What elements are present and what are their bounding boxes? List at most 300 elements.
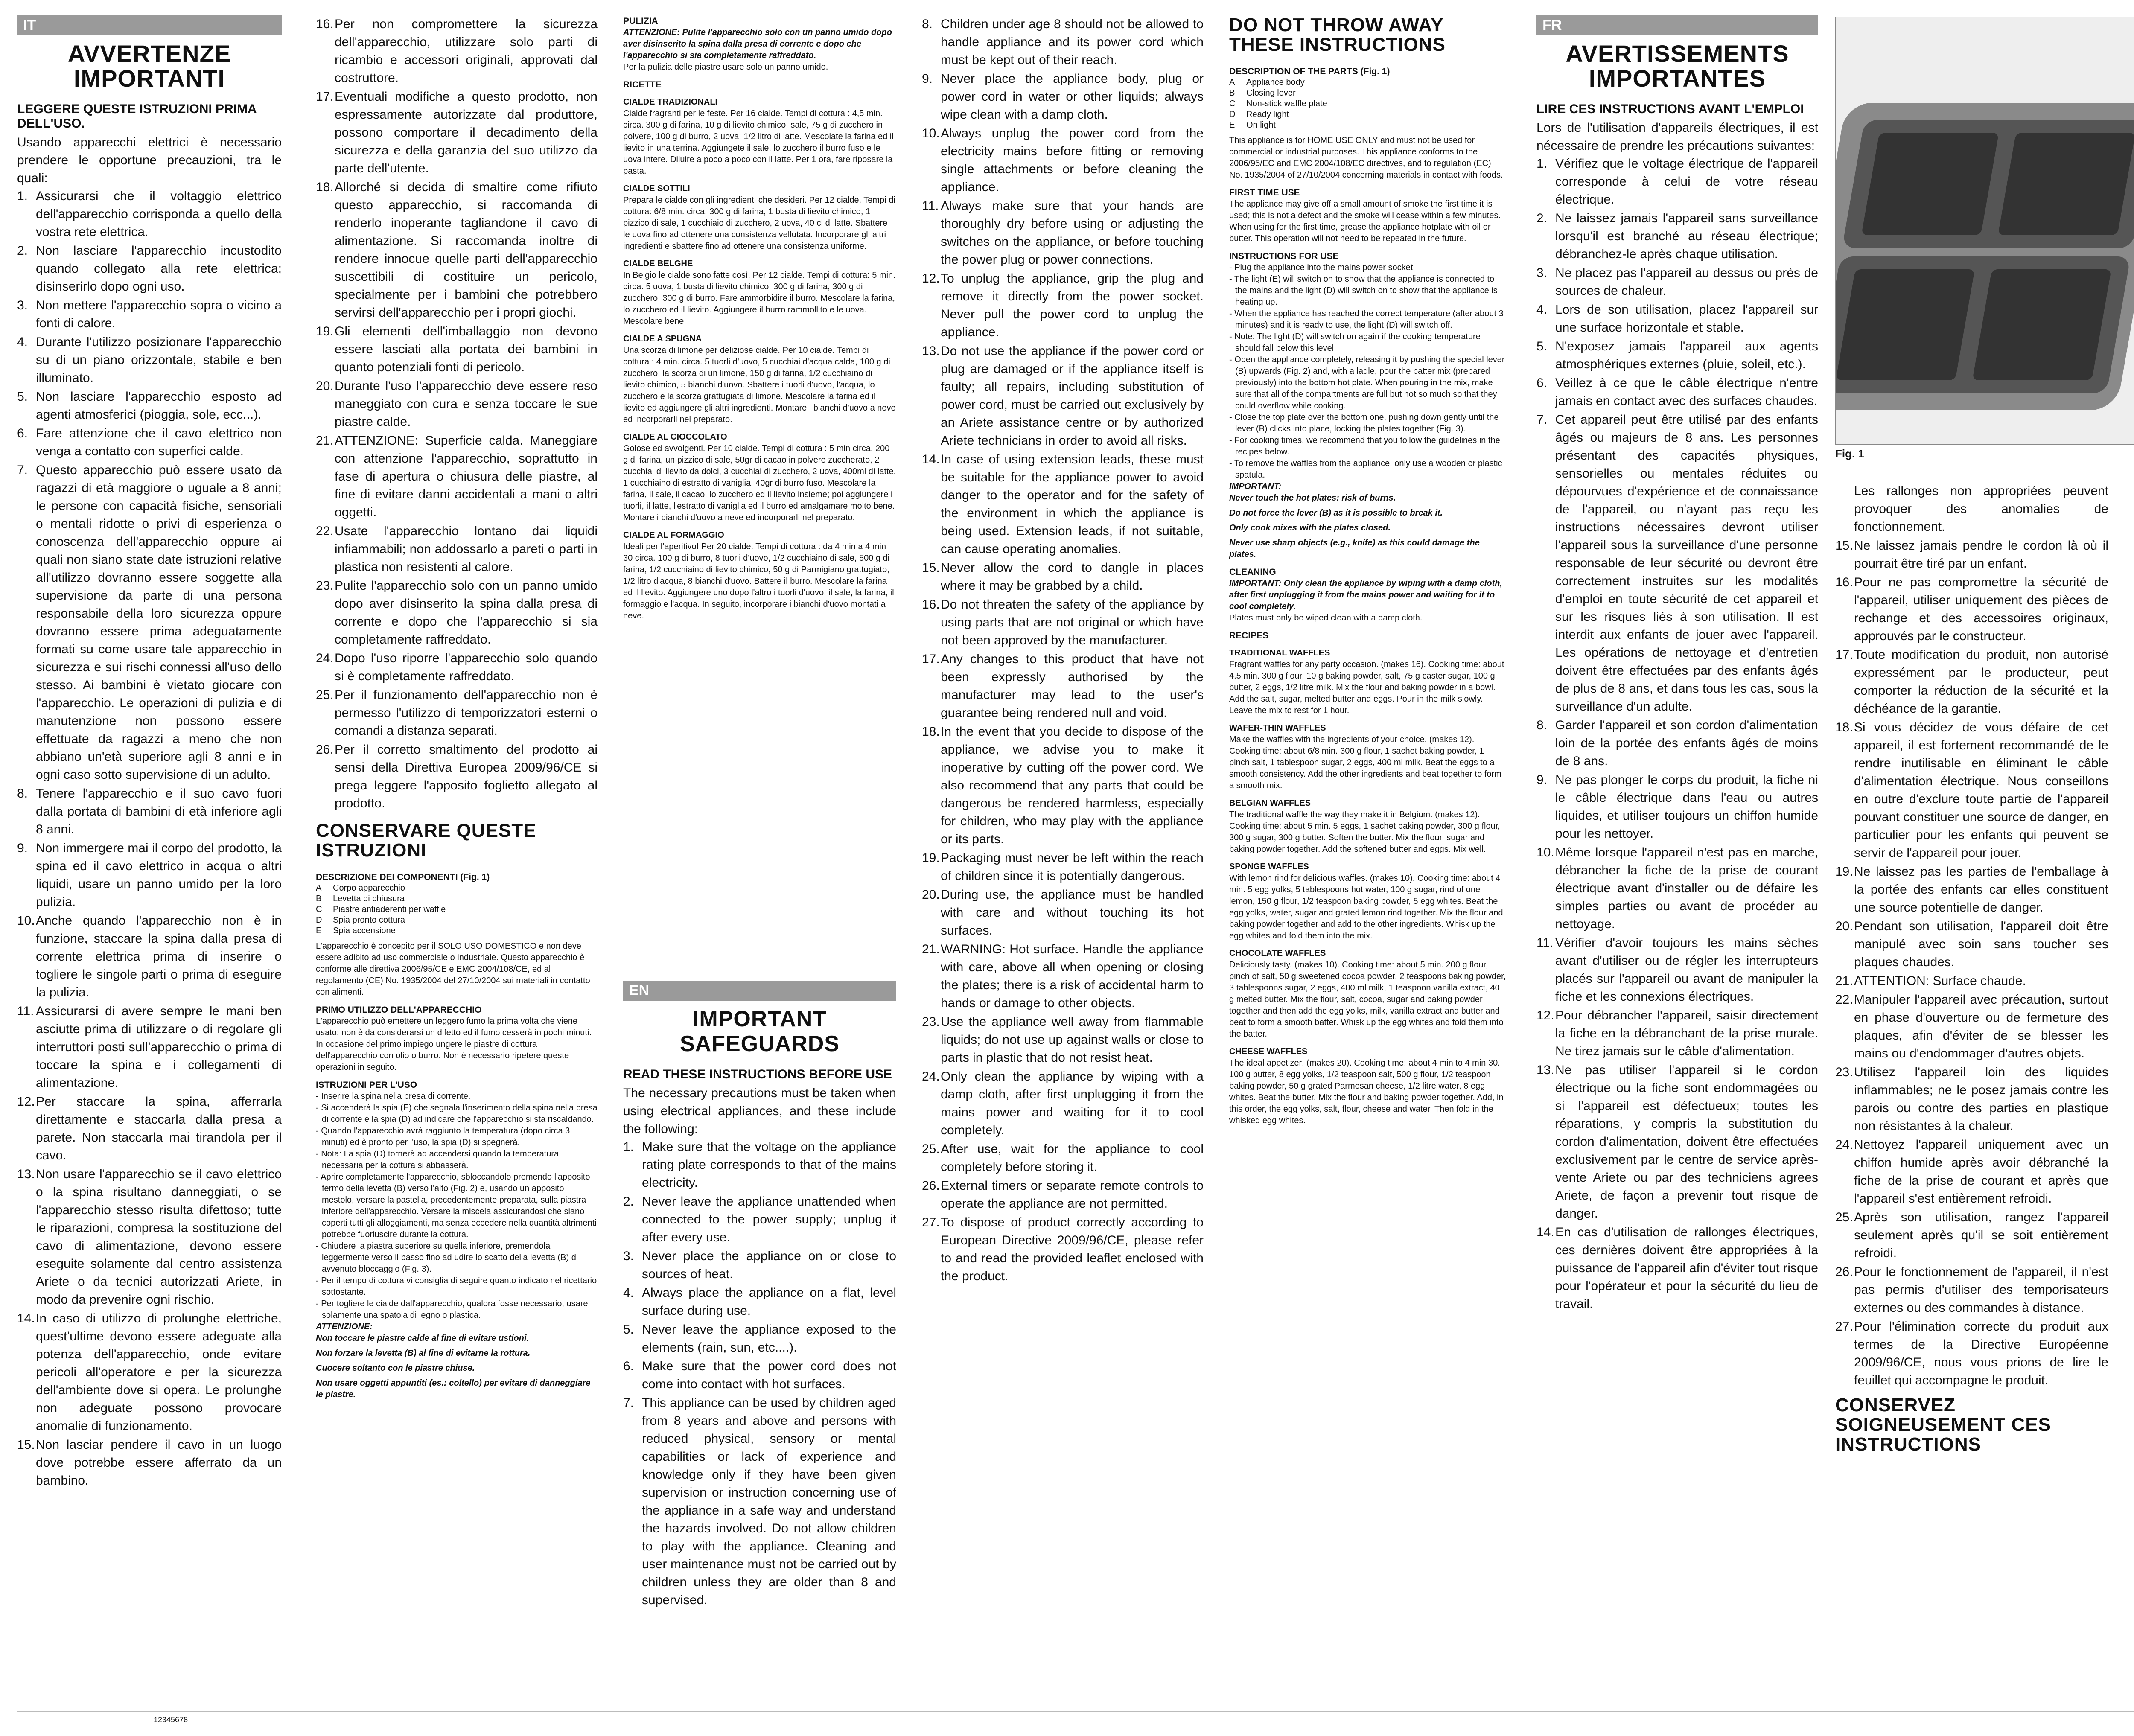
part-name: Closing lever [1246, 88, 1296, 98]
item-text: In the event that you decide to dispose of the appliance, we advise you to make it inoperative by cutting off the power cord. We also recommend that any parts that could be dangerous be rendered harmless, especially for children, who may play with the appliance or its parts. [941, 725, 1204, 846]
list-item [623, 1394, 896, 1609]
item-text: Garder l'appareil et son cordon d'alimentation loin de la portée des enfants âgés de moins de 8 ans. [1555, 718, 1818, 768]
it-warning-1: Non toccare le piastre calde al fine di evitare ustioni. [316, 1334, 529, 1343]
item-text: Fare attenzione che il cavo elettrico non venga a contatto con superfici calde. [36, 426, 282, 458]
item-text: Pour ne pas compromettre la sécurité de l'appareil, utiliser uniquement des pièces de rechange et des accessoires originaux, approuvés par le constructeur. [1854, 575, 2108, 643]
part-name: Spia accensione [333, 926, 396, 935]
it-safety-list [17, 187, 282, 1490]
item-number: 18. [316, 180, 334, 194]
item-number: 24. [1835, 1138, 1853, 1152]
item-number: 21. [922, 942, 940, 956]
it-warning-2: Non forzare la levetta (B) al fine di evitarne la rottura. [316, 1349, 531, 1358]
list-item [922, 1140, 1204, 1176]
item-number: 20. [922, 888, 940, 902]
part-letter: C [316, 905, 322, 914]
recipe-text: In Belgio le cialde sono fatte così. Per 12 cialde. Tempi di cottura: 5 min. circa. 5 uova, 1 busta di lievito chimico, 300 g di farina, 300 g di zucchero, 300 g di burro. Fare ammorbidire il burro. Mescolare la farina, lo zucchero ed il lievito. Aggiungere il burro rammollito e le uova. Mescolare bene. [623, 271, 895, 326]
item-text: ATTENTION: Surface chaude. [1854, 974, 2026, 988]
item-text: Non lasciar pendere il cavo in un luogo dove potrebbe essere afferrato da un bambino. [36, 1438, 282, 1488]
item-text: In case of using extension leads, these must be suitable for the appliance power to avoid danger to the operator and for the safety of the environment in which the appliance is being used. Extension leads, if not suitable, can cause operating anomalies. [941, 452, 1204, 556]
item-text: Never place the appliance on or close to sources of heat. [642, 1249, 896, 1281]
list-item [1835, 1263, 2108, 1317]
waffle-maker-illustration [1836, 17, 2134, 444]
item-text: Any changes to this product that have not been expressly authorised by the manufacturer may lead to the user's guarantee being rendered null and void. [941, 652, 1204, 720]
bullet-item: - Plug the appliance into the mains power socket. [1229, 263, 1415, 272]
item-number: 7. [1536, 413, 1548, 427]
part-name: On light [1246, 120, 1276, 130]
item-text: Non lasciare l'apparecchio esposto ad agenti atmosferici (pioggia, sole, ecc...). [36, 390, 282, 422]
item-number: 8. [1536, 718, 1548, 732]
list-item [1536, 771, 1818, 843]
it-warning-4: Non usare oggetti appuntiti (es.: coltello) per evitare di danneggiare le piastre. [316, 1378, 591, 1399]
item-text: Always place the appliance on a flat, level surface during use. [642, 1286, 896, 1318]
it-domestic-note: L'apparecchio è concepito per il SOLO USO DOMESTICO e non deve essere adibito ad uso commerciale o industriale. Questo apparecchio è conforme alle direttiva 2006/95/CE e EMC 2004/108/CE, ed al regolamento (CE) No. 1935/2004 del 27/10/2004 sui materiali in contatto con alimenti. [316, 941, 590, 997]
item-text: Même lorsque l'appareil n'est pas en marche, débrancher la fiche de la prise de courant électrique avant d'installer ou de défaire les simples parties ou avant de procéder au nettoyage. [1555, 845, 1818, 931]
it-safety-list-2 [316, 15, 598, 813]
bullet-item: - When the appliance has reached the correct temperature (after about 3 minutes) and it is ready to use, the light (D) will switch off. [1229, 309, 1504, 330]
item-number: 18. [922, 725, 940, 739]
item-number: 19. [316, 324, 334, 338]
item-number: 14. [922, 452, 940, 466]
item-number: 3. [17, 298, 28, 312]
item-number: 23. [316, 579, 334, 593]
item-text: Manipuler l'appareil avec précaution, surtout en phase d'ouverture ou de fermeture des plaques, afin d'éviter de se blesser les mains ou d'endommager d'autres objets. [1854, 993, 2108, 1060]
list-item [922, 650, 1204, 722]
item-text: Per il funzionamento dell'apparecchio non è permesso l'utilizzo di temporizzatori esterni o comandi a distanza separati. [335, 688, 598, 738]
item-number: 20. [1835, 919, 1853, 933]
item-number: 5. [1536, 339, 1548, 353]
list-item [316, 432, 598, 521]
item-text: Les rallonges non appropriées peuvent provoquer des anomalies de fonctionnement. [1854, 484, 2108, 534]
item-text: Never place the appliance body, plug or power cord in water or other liquids; always wipe clean with a damp cloth. [941, 72, 1204, 122]
recipe-title: CHEESE WAFFLES [1229, 1047, 1308, 1056]
item-number: 12. [17, 1095, 35, 1109]
item-text: Pulite l'apparecchio solo con un panno umido dopo aver disinserito la spina dalla presa di corrente e dopo che l'apparecchio si sia completamente raffreddato. [335, 579, 598, 647]
part-letter: C [1229, 99, 1236, 108]
item-number: 5. [17, 390, 28, 404]
recipe-text: Make the waffles with the ingredients of your choice. (makes 12). Cooking time: about 6/8 min. 300 g flour, 1 sachet baking powder, 1 pinch salt, 1 tablespoon sugar, 2 eggs, 400 ml milk. Beat the eggs to a smooth consistency. Add the other ingredients and beat together to form a smooth mix. [1229, 735, 1501, 790]
item-text: Non lasciare l'apparecchio incustodito quando collegato alla rete elettrica; disinserirlo dopo ogni uso. [36, 244, 282, 294]
item-number: 3. [1536, 266, 1548, 280]
list-item [922, 451, 1204, 558]
en-recipes-list [1229, 647, 1507, 1127]
language-tag-en: EN [623, 981, 896, 1001]
item-text: Nettoyez l'appareil uniquement avec un chiffon humide après avoir débranché la fiche de la prise de courant et après que l'appareil s'est entièrement refroidi. [1854, 1138, 2108, 1206]
item-number: 2. [1536, 211, 1548, 225]
list-item [623, 1247, 896, 1283]
item-text: Eventuali modifiche a questo prodotto, non espressamente autorizzate dal produttore, possono comportare il decadimento della sicurezza e della garanzia del suo utilizzo da parte dell'utente. [335, 90, 598, 175]
item-text: Non usare l'apparecchio se il cavo elettrico o la spina risultano danneggiati, o se l'apparecchio stesso risulta difettoso; tutte le riparazioni, compresa la sostituzione del cavo di alimentazione, devono essere eseguite solamente dal centro assistenza Ariete o da tecnici autorizzati Ariete, in modo da prevenire ogni rischio. [36, 1167, 282, 1307]
en-parts-heading: DESCRIPTION OF THE PARTS (Fig. 1) [1229, 67, 1390, 76]
item-text: Vérifiez que le voltage électrique de l'appareil corresponde à celui de votre réseau électrique. [1555, 157, 1818, 207]
list-item [1835, 1136, 2108, 1208]
en-warning-2: Do not force the lever (B) as it is possible to break it. [1229, 508, 1443, 518]
list-item [17, 912, 282, 1002]
item-text: En cas d'utilisation de rallonges électriques, ces dernières doivent être appropriées à la puissance de l'appareil afin d'éviter tout risque pour l'opérateur et pour la sécurité du lieu de travail. [1555, 1225, 1818, 1311]
list-item [17, 425, 282, 460]
item-number: 26. [316, 743, 334, 757]
fr-keep-title: CONSERVEZ SOIGNEUSEMENT CES INSTRUCTIONS [1835, 1395, 2051, 1455]
item-number: 24. [316, 651, 334, 665]
item-number: 11. [922, 199, 939, 213]
list-item [1835, 719, 2108, 862]
item-number: 15. [1835, 539, 1853, 553]
list-item [1536, 338, 1818, 373]
item-text: ATTENZIONE: Superficie calda. Maneggiare con attenzione l'apparecchio, soprattutto in fase di apertura o chiusura delle piastre, al fine di evitare danni accidentali a mani o altri oggetti. [335, 434, 598, 519]
it-first-use-heading: PRIMO UTILIZZO DELL'APPARECCHIO [316, 1005, 482, 1015]
en-first-text: The appliance may give off a small amount of smoke the first time it is used; this is not a defect and the smoke will cease within a few minutes. When using for the first time, grease the appliance hotplate with oil or butter. This operation will not need to be repeated in the future. [1229, 199, 1501, 243]
item-text: Vérifier d'avoir toujours les mains sèches avant d'utiliser ou de régler les interrupteurs placés sur l'appareil ou avant de manipuler la fiche et les connexions électriques. [1555, 936, 1818, 1004]
column-fr-2 [1835, 482, 2108, 1698]
item-text: Never leave the appliance exposed to the elements (rain, sun, etc....). [642, 1322, 896, 1354]
item-number: 11. [17, 1004, 34, 1018]
item-text: Make sure that the voltage on the appliance rating plate corresponds to that of the mains electricity. [642, 1140, 896, 1190]
list-item [316, 741, 598, 813]
recipe-title: CIALDE BELGHE [623, 259, 693, 268]
item-text: Per staccare la spina, afferrarla direttamente e staccarla dalla presa a parete. Non staccarla mai tirandola per il cavo. [36, 1095, 282, 1162]
list-item [17, 1093, 282, 1165]
item-number: 3. [623, 1249, 634, 1263]
it-first-use-text: L'apparecchio può emettere un leggero fumo la prima volta che viene usato: non è da considerarsi un difetto ed il fumo cesserà in pochi minuti. In occasione del primo impiego ungere le piastre di cottura dell'apparecchio con olio o burro. Non è necessario ripetere queste operazioni in seguito. [316, 1017, 592, 1072]
recipe-title: CIALDE A SPUGNA [623, 334, 702, 344]
bullet-item: - Inserire la spina nella presa di corrente. [316, 1092, 471, 1101]
list-item [316, 323, 598, 376]
part-letter: A [1229, 78, 1235, 87]
recipe-text: Prepara le cialde con gli ingredienti che desideri. Per 12 cialde. Tempi di cottura: 6/8 min. circa. 300 g di farina, 1 busta di lievito chimico, 1 pizzico di sale, 1 cucchiaio di zucchero, 2 uova, 40 cl di latte. Sbattere le uova fino ad ottenere una consistenza vellutata. Incorporare gli altri ingredienti e sbattere fino ad ottenere una consistenza uniforme. [623, 195, 895, 251]
bullet-item: - For cooking times, we recommend that you follow the guidelines in the recipes below. [1229, 436, 1500, 457]
item-text: Anche quando l'apparecchio non è in funzione, staccare la spina dalla presa di corrente elettrica prima di inserire o togliere le singole parti o prima di eseguire la pulizia. [36, 914, 282, 999]
item-text: During use, the appliance must be handled with care and without touching its hot surfaces. [941, 888, 1204, 938]
item-text: Utilisez l'appareil loin des liquides inflammables; ne le posez jamais contre les parois ou contre des parties en plastique non résistantes à la chaleur. [1854, 1065, 2108, 1133]
item-text: Always make sure that your hands are thoroughly dry before using or adjusting the switches on the appliance, or before touching the power plug or power connections. [941, 199, 1204, 267]
item-number: 12. [1536, 1008, 1554, 1022]
fr-safety-list [1536, 155, 1818, 1313]
recipe-title: CHOCOLATE WAFFLES [1229, 949, 1326, 958]
list-item [17, 187, 282, 241]
part-letter: E [316, 926, 322, 935]
item-text: Gli elementi dell'imballaggio non devono essere lasciati alla portata dei bambini in quanto potenziali fonti di pericolo. [335, 324, 598, 374]
en-clean-note: Plates must only be wiped clean with a damp cloth. [1229, 613, 1423, 623]
en-keep-title: DO NOT THROW AWAY THESE INSTRUCTIONS [1229, 15, 1446, 55]
list-item [623, 1193, 896, 1247]
list-item [1835, 574, 2108, 645]
it-intro: Usando apparecchi elettrici è necessario prendere le opportune precauzioni, tra le quali: [17, 135, 282, 185]
en-read-heading: READ THESE INSTRUCTIONS BEFORE USE [623, 1067, 892, 1081]
en-clean-heading: CLEANING [1229, 567, 1276, 577]
list-item [1835, 1209, 2108, 1262]
recipe-title: SPONGE WAFFLES [1229, 862, 1309, 871]
recipe-title: BELGIAN WAFFLES [1229, 798, 1311, 808]
list-item [922, 125, 1204, 196]
en-safety-list-a [623, 1138, 896, 1609]
recipe-text: Deliciously tasty. (makes 10). Cooking time: about 5 min. 200 g flour, pinch of salt, 50 g sweetened cocoa powder, 2 teaspoons baking powder, 3 tablespoons sugar, 2 eggs, 400 ml milk, 1 teaspoon vanilla extract, 40 g melted butter. Mix the flour, salt, cocoa, sugar and baking powder together and then add the egg yolks, milk, vanilla extract and butter and beat to form a smooth batter. Whisk up the egg whites and fold them into the batter. [1229, 960, 1506, 1039]
list-item [1835, 972, 2108, 990]
item-number: 6. [623, 1359, 634, 1373]
item-text: To unplug the appliance, grip the plug and remove it directly from the power socket. Never pull the power cord to unplug the appliance. [941, 271, 1204, 339]
en-technical-section [1229, 66, 1507, 1127]
list-item [1835, 1063, 2108, 1135]
it-recipes-heading: RICETTE [623, 80, 662, 90]
it-use-heading: ISTRUZIONI PER L'USO [316, 1080, 417, 1090]
bullet-item: - Open the appliance completely, releasing it by pushing the special lever (B) upwards (Fig. 2) and, with a ladle, pour the batter mix (prepared previously) into the bottom hot plate. When pouring in the mix, make sure that all of the compartments are full but not so much so that they could overflow while cooking. [1229, 355, 1505, 411]
item-text: Pendant son utilisation, l'appareil doit être manipulé avec soin sans toucher ses plaques chaudes. [1854, 919, 2108, 969]
it-attention-label: ATTENZIONE: [316, 1322, 373, 1331]
item-number: 13. [922, 344, 940, 358]
bullet-item: - Per il tempo di cottura vi consiglia di seguire quanto indicato nel ricettario sottostante. [316, 1276, 597, 1297]
list-item [623, 1321, 896, 1357]
en-important-label: IMPORTANT: [1229, 482, 1282, 491]
it-technical-section [316, 871, 598, 1401]
item-number: 26. [1835, 1265, 1853, 1279]
item-number: 2. [17, 244, 28, 258]
item-number: 27. [922, 1215, 940, 1229]
item-text: Do not threaten the safety of the appliance by using parts that are not original or which have not been approved by the manufacturer. [941, 597, 1204, 647]
item-text: Ne pas plonger le corps du produit, la fiche ni le câble électrique dans l'eau ou autres liquides, et utiliser toujours un chiffon humide pour les nettoyer. [1555, 773, 1818, 841]
item-number: 19. [922, 851, 940, 865]
list-item [1536, 1223, 1818, 1313]
list-item [17, 1436, 282, 1490]
list-item [922, 342, 1204, 450]
item-number: 15. [922, 561, 940, 575]
list-item [316, 377, 598, 431]
recipe-text: Fragrant waffles for any party occasion. (makes 16). Cooking time: about 4.5 min. 300 g flour, 10 g baking powder, salt, 75 g caster sugar, 100 g butter, 2 eggs, 1/2 litre milk. Mix the flour and baking powder in a bowl. Add the salt, sugar, melted butter and eggs. Pour in the milk slowly. Leave the mix to rest for 1 hour. [1229, 660, 1504, 715]
bullet-item: - Note: The light (D) will switch on again if the cooking temperature should fall below this level. [1229, 332, 1481, 353]
part-letter: A [316, 883, 322, 893]
en-warning-1: Never touch the hot plates: risk of burns. [1229, 493, 1396, 503]
item-text: Pour l'élimination correcte du produit aux termes de la Directive Européenne 2009/96/CE, nous vous prions de lire le feuillet qui accompagne le produit. [1854, 1319, 2108, 1387]
bullet-item: - To remove the waffles from the appliance, only use a wooden or plastic spatula. [1229, 459, 1502, 480]
it-warning-3: Cuocere soltanto con le piastre chiuse. [316, 1363, 475, 1373]
bullet-item: - Quando l'apparecchio avrà raggiunto la temperatura (dopo circa 3 minuti) ed è pronto per l'uso, la spia (D) si spegnerà. [316, 1126, 570, 1147]
fr-title: AVERTISSEMENTS IMPORTANTES [1566, 40, 1789, 92]
recipe-text: Golose ed avvolgenti. Per 10 cialde. Tempi di cottura : 5 min circa. 200 g di farina, un pizzico di sale, 50gr di cacao in polvere zuccherato, 2 cucchiai di lievito da dolci, 3 cucchiai di zucchero, 2 uova, 400ml di latte, 1 cucchiaino di estratto di vaniglia, 40gr di burro fuso. Mescolare la farina, il sale, il cacao, lo zucchero ed il lievito insieme; poi aggiungere i tuorli, il latte, l'estratto di vaniglia ed il burro ed amalgamare molto bene. Montare i bianchi d'uovo a neve ed incorporarli nel preparato. [623, 444, 896, 522]
list-item [922, 596, 1204, 650]
part-letter: B [1229, 88, 1235, 98]
list-item [1835, 863, 2108, 917]
it-recipes-list [623, 96, 896, 622]
item-number: 25. [922, 1142, 940, 1156]
item-text: Make sure that the power cord does not come into contact with hot surfaces. [642, 1359, 896, 1391]
list-item [17, 333, 282, 387]
item-number: 22. [316, 524, 334, 538]
item-text: Children under age 8 should not be allowed to handle appliance and its power cord which must be kept out of their reach. [941, 17, 1204, 67]
it-clean-heading: PULIZIA [623, 16, 658, 26]
item-number: 8. [922, 17, 933, 31]
item-text: Never allow the cord to dangle in places where it may be grabbed by a child. [941, 561, 1204, 593]
recipe-text: Cialde fragranti per le feste. Per 16 cialde. Tempi di cottura : 4,5 min. circa. 300 g di farina, 10 g di lievito chimico, sale, 75 g di zucchero in polvere, 100 g di burro, 2 uova, 1/2 litro di latte. Mescolate la farina ed il lievito in una terrina. Aggiungete il sale, lo zucchero il burro fuso e le uova intere. Diluire a poco a poco con il latte. Per 1 ora, fare riposare la pasta. [623, 109, 894, 176]
item-number: 16. [1835, 575, 1853, 589]
item-number: 21. [1835, 974, 1853, 988]
bullet-item: - Per togliere le cialde dall'apparecchio, qualora fosse necessario, usare solamente una spatola di legno o plastica. [316, 1299, 588, 1320]
item-text: External timers or separate remote controls to operate the appliance are not permitted. [941, 1179, 1204, 1211]
it-read-heading: LEGGERE QUESTE ISTRUZIONI PRIMA DELL'USO. [17, 102, 257, 131]
item-number: 24. [922, 1069, 940, 1084]
part-letter: B [316, 894, 322, 903]
list-item [623, 1138, 896, 1192]
item-number: 25. [1835, 1210, 1853, 1224]
list-item [623, 1284, 896, 1320]
column-it-recipes [623, 15, 896, 1692]
item-text: To dispose of product correctly according to European Directive 2009/96/CE, please refer to and read the provided leaflet enclosed with the product. [941, 1215, 1204, 1283]
item-text: Usate l'apparecchio lontano dai liquidi infiammabili; non addossarlo a pareti o parti in plastica non resistenti al calore. [335, 524, 598, 574]
list-item [1536, 374, 1818, 410]
item-text: Pour débrancher l'appareil, saisir directement la fiche en la débranchant de la prise murale. Ne tirez jamais sur le câble d'alimentation. [1555, 1008, 1818, 1058]
list-item [17, 461, 282, 784]
item-number: 15. [17, 1438, 35, 1452]
column-en-2 [922, 15, 1204, 1692]
part-name: Corpo apparecchio [333, 883, 405, 893]
item-number: 6. [17, 426, 28, 440]
recipe-text: With lemon rind for delicious waffles. (makes 10). Cooking time: about 4 min. 5 egg yolks, 5 tablespoons hot water, 100 g sugar, rind of one lemon, 150 g flour, 1/2 teaspoon baking powder, 5 egg whites. Beat the egg yolks, water, sugar and grated lemon rind together. Mix the flour and baking powder together and add to the other ingredients. Whisk up the egg whites and fold them into the mix. [1229, 874, 1503, 941]
list-item [17, 297, 282, 332]
item-number: 13. [17, 1167, 35, 1181]
recipe-title: TRADITIONAL WAFFLES [1229, 648, 1330, 658]
en-warning-3: Only cook mixes with the plates closed. [1229, 523, 1391, 533]
part-name: Non-stick waffle plate [1246, 99, 1327, 108]
item-text: WARNING: Hot surface. Handle the appliance with care, above all when opening or closing the plates; there is a risk of accidental harm to hands or damage to other objects. [941, 942, 1204, 1010]
en-section-start [623, 981, 896, 1610]
list-item [1536, 1061, 1818, 1223]
item-text: Si vous décidez de vous défaire de cet appareil, il est fortement recommandé de le rendre inutilisable en éliminant le câble d'alimentation électrique. Nous conseillons en outre d'exclure toute partie de l'appareil pouvant constituer une source de danger, en particulier pour les enfants qui peuvent se servir de l'appareil pour jouer. [1854, 720, 2108, 860]
list-item [922, 270, 1204, 341]
list-item [1835, 918, 2108, 971]
list-item [1536, 210, 1818, 263]
bullet-item: - Chiudere la piastra superiore su quella inferiore, premendola leggermente verso il basso fino ad udire lo scatto della levetta (B) di avvenuto bloccaggio (Fig. 3). [316, 1241, 578, 1274]
list-item [316, 178, 598, 322]
en-intro: The necessary precautions must be taken when using electrical appliances, and these include the following: [623, 1086, 896, 1136]
item-text: After use, wait for the appliance to cool completely before storing it. [941, 1142, 1204, 1174]
list-item [1536, 1007, 1818, 1060]
item-number: 4. [1536, 303, 1548, 317]
item-number: 10. [1536, 845, 1554, 859]
item-text: N'exposez jamais l'appareil aux agents atmosphériques externes (pluie, soleil, etc.). [1555, 339, 1818, 371]
item-text: Cet appareil peut être utilisé par des enfants âgés ou majeurs de 8 ans. Les personnes présentant des capacités physiques, sensorielles ou mentales réduites ou dépourvues d'expérience et de connaissance de l'appareil, ou n'ayant pas reçu les instructions nécessaires devront utiliser l'appareil sous la surveillance d'une personne responsable de leur sécurité ou devront être correctement instruites sur les modalités d'emploi en toute sécurité de cet appareil et sur les risques liés à son utilisation. Il est interdit aux enfants de jouer avec l'appareil. Les opérations de nettoyage et d'entretien doivent être effectuées par des enfants âgés de plus de 8 ans, et dans tous les cas, sous la surveillance d'un adulte. [1555, 413, 1818, 714]
item-number: 20. [316, 379, 334, 393]
item-number: 27. [1835, 1319, 1853, 1334]
fr-safety-list-2 [1835, 482, 2108, 1389]
item-number: 4. [17, 335, 28, 349]
column-fr-1 [1536, 15, 1818, 1692]
list-item [1835, 537, 2108, 573]
it-use-list [316, 1091, 598, 1321]
en-domestic-note: This appliance is for HOME USE ONLY and must not be used for commercial or industrial purposes. This appliance conforms to the 2006/95/EC and EMC 2004/108/EC directives, and to regulation (EC) No. 1935/2004 of 27/10/2004 concerning materials in contact with foods. [1229, 136, 1503, 180]
list-item [316, 577, 598, 649]
item-text: Durante l'utilizzo posizionare l'apparecchio su di un piano orizzontale, stabile e ben illuminato. [36, 335, 282, 385]
bullet-item: - Aprire completamente l'apparecchio, sbloccandolo premendo l'apposito fermo della levetta (B) verso l'alto (Fig. 2) e, usando un apposito mestolo, versare la pastella, precedentemente preparata, sulla piastra inferiore dell'apparecchio. Versare la miscela assicurandosi che siano coperti tutti gli alloggiamenti, ma senza eccedere nella quantità altrimenti potrebbe fuoriuscire durante la cottura. [316, 1172, 597, 1239]
list-item [922, 941, 1204, 1012]
part-letter: D [316, 915, 322, 925]
item-text: Allorché si decida di smaltire come rifiuto questo apparecchio, si raccomanda di renderlo inoperante tagliandone il cavo di alimentazione. Si raccomanda inoltre di rendere innocue quelle parti dell'apparecchio suscettibili di costituire un pericolo, specialmente per i bambini che potrebbero servirsi dell'apparecchio per i propri giochi. [335, 180, 598, 320]
item-text: Durante l'uso l'apparecchio deve essere reso maneggiato con cura e senza toccare le sue piastre calde. [335, 379, 598, 429]
list-item [1835, 646, 2108, 718]
column-it-1 [17, 15, 282, 1692]
item-number: 8. [17, 786, 28, 801]
list-item [922, 70, 1204, 124]
item-text: Assicurarsi che il voltaggio elettrico dell'apparecchio corrisponda a quello della vostra rete elettrica. [36, 189, 282, 239]
recipe-text: The traditional waffle the way they make it in Belgium. (makes 12). Cooking time: about 5 min. 5 eggs, 1 sachet baking powder, 300 g flour, 300 g sugar, 300 g butter. Soften the butter. Mix the flour, sugar and baking powder together. Add the softened butter and eggs. Mix well. [1229, 810, 1500, 854]
item-number: 18. [1835, 720, 1853, 734]
list-item [1835, 1318, 2108, 1389]
en-title: IMPORTANT SAFEGUARDS [679, 1007, 840, 1056]
item-number: 9. [922, 72, 933, 86]
list-item [17, 785, 282, 839]
item-number: 17. [316, 90, 334, 104]
item-number: 11. [1536, 936, 1554, 950]
item-number: 7. [623, 1396, 634, 1410]
item-text: Dopo l'uso riporre l'apparecchio solo quando si è completamente raffreddato. [335, 651, 598, 683]
item-number: 9. [1536, 773, 1548, 787]
en-clean-text: IMPORTANT: Only clean the appliance by wiping with a damp cloth, after first unplugging it from the mains power and waiting for it to cool completely. [1229, 579, 1503, 611]
item-text: Toute modification du produit, non autorisé expressément par le producteur, peut comporter la réduction de la sécurité et la déchéance de la garantie. [1854, 648, 2108, 716]
item-number: 22. [1835, 993, 1853, 1007]
item-number: 16. [316, 17, 334, 31]
recipe-text: Ideali per l'aperitivo! Per 20 cialde. Tempi di cottura : da 4 min a 4 min 30 circa. 100 g di burro, 8 tuorli d'uovo, 1/2 cucchiaino di sale, 500 g di farina, 1/2 cucchiaino di lievito chimico, 50 g di Parmigiano grattugiato, 1/2 litro d'acqua, 8 bianchi d'uovo. Battere il burro. Mescolare la farina ed il lievito. Aggiungere uno dopo l'altro i tuorli d'uovo, il sale, la farina, il formaggio e l'acqua. In seguito, incorporare i bianchi d'uovo montati a neve. [623, 542, 894, 620]
item-text: Use the appliance well away from flammable liquids; do not use up against walls or close to parts in plastic that do not resist heat. [941, 1015, 1204, 1065]
item-number: 10. [922, 126, 940, 140]
item-text: Per il corretto smaltimento del prodotto ai sensi della Direttiva Europea 2009/96/CE si prega leggere l'apposito foglietto allegato al prodotto. [335, 743, 598, 810]
column-en-3 [1229, 15, 1507, 1692]
bullet-item: - Close the top plate over the bottom one, pushing down gently until the lever (B) clicks into place, locking the plates together (Fig. 3). [1229, 413, 1499, 434]
list-item [316, 650, 598, 685]
list-item [17, 242, 282, 296]
item-number: 7. [17, 463, 28, 477]
recipe-title: CIALDE AL FORMAGGIO [623, 530, 724, 540]
item-number: 17. [1835, 648, 1853, 662]
figure-1-caption: Fig. 1 [1835, 447, 1864, 460]
list-item [623, 1357, 896, 1393]
it-clean-attention: ATTENZIONE: Pulite l'apparecchio solo con un panno umido dopo aver disinserito la spina dalla presa di corrente e dopo che l'apparecchio si sia completamente raffreddato. [623, 28, 892, 60]
item-text: In caso di utilizzo di prolunghe elettriche, quest'ultime devono essere adeguate alla potenza dell'apparecchio, onde evitare pericoli all'operatore e per la sicurezza dell'ambiente dove si opera. Le prolunghe non adeguate possono provocare anomalie di funzionamento. [36, 1311, 282, 1433]
item-number: 14. [1536, 1225, 1554, 1239]
it-title: AVVERTENZE IMPORTANTI [67, 40, 231, 92]
item-number: 1. [623, 1140, 634, 1154]
footer-rule [17, 1711, 2134, 1712]
list-item [922, 1177, 1204, 1213]
list-item [17, 1310, 282, 1435]
en-use-heading: INSTRUCTIONS FOR USE [1229, 251, 1339, 261]
item-text: Assicurarsi di avere sempre le mani ben asciutte prima di utilizzare o di regolare gli interruttori posti sull'apparecchio o prima di toccare la spina e i collegamenti di alimentazione. [36, 1004, 282, 1090]
item-number: 12. [922, 271, 940, 285]
item-text: Questo apparecchio può essere usato da ragazzi di età maggiore o uguale a 8 anni; le persone con capacità fisiche, sensoriali o mentali ridotte o privi di esperienza o conoscenza dell'apparecchio oppure ai quali non siano state date istruzioni relative all'utilizzo dovranno essere soggette alla supervisione da parte di una persona responsabile della loro sicurezza oppure dovranno essere prima adeguatamente formati su come usare tale apparecchio in sicurezza e sui rischi connessi all'uso dello stesso. Ai bambini è vietato giocare con l'apparecchio. Le operazioni di pulizia e di manutenzione non possono essere effettuate da ragazzi a meno che non abbiano un'età superiore agli 8 anni e in ogni caso sotto supervisione di un adulto. [36, 463, 282, 782]
item-number: 6. [1536, 376, 1548, 390]
item-text: Lors de son utilisation, placez l'appareil sur une surface horizontale et stable. [1555, 303, 1818, 335]
en-first-heading: FIRST TIME USE [1229, 188, 1300, 198]
list-item [1835, 991, 2108, 1063]
list-item [316, 88, 598, 178]
it-recipes-section [623, 15, 896, 622]
it-clean-note: Per la pulizia delle piastre usare solo un panno umido. [623, 62, 828, 72]
recipe-text: The ideal appetizer! (makes 20). Cooking time: about 4 min to 4 min 30. 100 g butter, 8 egg yolks, 1/2 teaspoon salt, 500 g flour, 1/2 teaspoon baking powder, 50 g grated Parmesan cheese, 1/2 litre water, 8 egg whites. Beat the butter. Mix the flour and baking powder together. Add, in this order, the egg yolks, salt, flour, cheese and water. Then fold in the whisked egg whites. [1229, 1058, 1504, 1125]
it-keep-title: CONSERVARE QUESTE ISTRUZIONI [316, 820, 536, 861]
list-item [922, 723, 1204, 848]
list-item [1536, 264, 1818, 300]
list-item [17, 388, 282, 424]
item-text: Ne laissez jamais pendre le cordon là où il pourrait être tiré par un enfant. [1854, 539, 2108, 571]
list-item [1835, 482, 2108, 536]
item-text: Non immergere mai il corpo del prodotto, la spina ed il cavo elettrico in acqua o altri liquidi, usare un panno umido per la loro pulizia. [36, 841, 282, 909]
recipe-title: CIALDE TRADIZIONALI [623, 97, 718, 107]
item-text: Only clean the appliance by wiping with a damp cloth, after first unplugging it from the mains power and waiting for it to cool completely. [941, 1069, 1204, 1137]
item-number: 16. [922, 597, 940, 612]
list-item [1536, 717, 1818, 770]
column-it-2 [316, 15, 598, 1692]
item-text: Per non compromettere la sicurezza dell'apparecchio, utilizzare solo parti di ricambio e accessori originali, approvati dal costruttore. [335, 17, 598, 85]
list-item [922, 886, 1204, 940]
item-text: Tenere l'apparecchio e il suo cavo fuori dalla portata di bambini di età inferiore agli 8 anni. [36, 786, 282, 836]
item-text: Pour le fonctionnement de l'appareil, il n'est pas permis d'utiliser des temporisateurs externes ou des commandes à distance. [1854, 1265, 2108, 1315]
item-text: Never leave the appliance unattended when connected to the power supply; unplug it after every use. [642, 1194, 896, 1244]
list-item [1536, 844, 1818, 933]
list-item [316, 686, 598, 740]
